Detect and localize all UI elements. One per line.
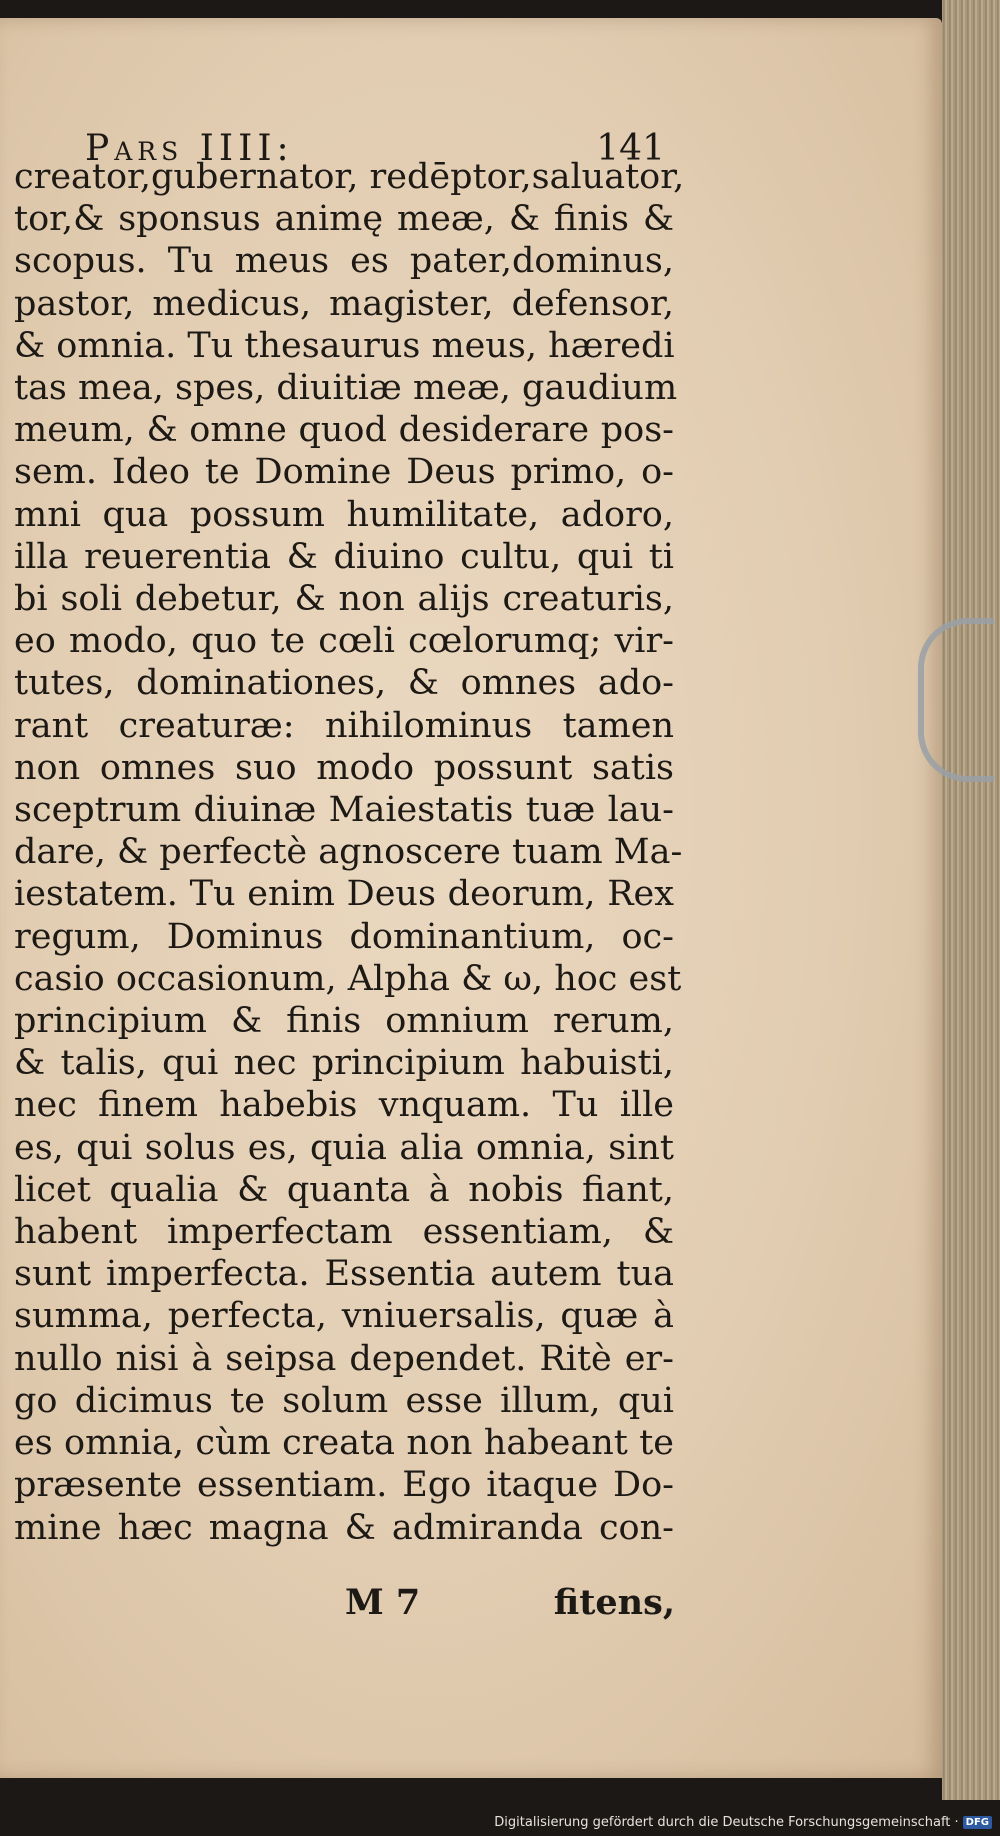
text-line: mni qua possum humilitate, adoro, bbox=[14, 494, 674, 535]
text-line: mine hæc magna & admiranda con- bbox=[14, 1507, 674, 1548]
text-line: & omnia. Tu thesaurus meus, hæredi bbox=[14, 325, 675, 366]
text-line: sunt imperfecta. Essentia autem tua bbox=[14, 1254, 674, 1295]
header-title: Pars IIII: bbox=[85, 128, 294, 169]
text-line: summa, perfecta, vniuersalis, quæ à bbox=[14, 1296, 674, 1337]
text-line: tutes, dominationes, & omnes ado- bbox=[14, 663, 674, 704]
text-line: & talis, qui nec principium habuisti, bbox=[14, 1043, 674, 1084]
page-clip-icon bbox=[918, 618, 994, 782]
body-text bbox=[14, 156, 685, 1549]
page-number: 141 bbox=[596, 128, 665, 169]
text-line: bi soli debetur, & non alijs creaturis, bbox=[14, 579, 674, 620]
text-line: es, qui solus es, quia alia omnia, sint bbox=[14, 1127, 674, 1168]
digitization-credit bbox=[494, 1812, 992, 1832]
text-line: casio occasionum, Alpha & ω, hoc est bbox=[14, 958, 682, 999]
text-line: scopus. Tu meus es pater,dominus, bbox=[14, 241, 674, 282]
text-line: sceptrum diuinæ Maiestatis tuæ lau- bbox=[14, 790, 674, 831]
text-line: creator,gubernator, redēptor,saluator, bbox=[14, 157, 685, 197]
text-line: iestatem. Tu enim Deus deorum, Rex bbox=[14, 874, 674, 915]
text-line: sem. Ideo te Domine Deus primo, o- bbox=[14, 452, 674, 493]
page-edges bbox=[942, 0, 1000, 1800]
page-footer bbox=[345, 1582, 675, 1626]
text-line: non omnes suo modo possunt satis bbox=[14, 747, 674, 788]
text-line: go dicimus te solum esse illum, qui bbox=[14, 1380, 674, 1421]
text-line: nec finem habebis vnquam. Tu ille bbox=[14, 1085, 674, 1126]
text-line: dare, & perfectè agnoscere tuam Ma- bbox=[14, 832, 683, 873]
signature-mark: M 7 bbox=[345, 1582, 421, 1623]
text-line: meum, & omne quod desiderare pos- bbox=[14, 410, 674, 451]
text-line: tas mea, spes, diuitiæ meæ, gaudium bbox=[14, 368, 678, 409]
catchword: fitens, bbox=[553, 1582, 675, 1623]
text-line: nullo nisi à seipsa dependet. Ritè er- bbox=[14, 1338, 674, 1379]
text-line: pastor, medicus, magister, defensor, bbox=[14, 283, 674, 324]
text-line: licet qualia & quanta à nobis fiant, bbox=[14, 1169, 674, 1210]
text-line: rant creaturæ: nihilominus tamen bbox=[14, 705, 674, 746]
text-line: habent imperfectam essentiam, & bbox=[14, 1212, 674, 1253]
text-line: eo modo, quo te cœli cœlorumq; vir- bbox=[14, 621, 674, 662]
text-line: principium & finis omnium rerum, bbox=[14, 1001, 674, 1042]
text-line: tor,& sponsus animę meæ, & finis & bbox=[14, 199, 674, 240]
text-line: es omnia, cùm creata non habeant te bbox=[14, 1423, 674, 1464]
text-line: regum, Dominus dominantium, oc- bbox=[14, 916, 674, 957]
credit-text: Digitalisierung gefördert durch die Deutsche Forschungsgemeinschaft · bbox=[494, 1814, 959, 1830]
text-line: illa reuerentia & diuino cultu, qui ti bbox=[14, 536, 674, 577]
text-line: præsente essentiam. Ego itaque Do- bbox=[14, 1465, 674, 1506]
dfg-logo: DFG bbox=[963, 1816, 992, 1829]
